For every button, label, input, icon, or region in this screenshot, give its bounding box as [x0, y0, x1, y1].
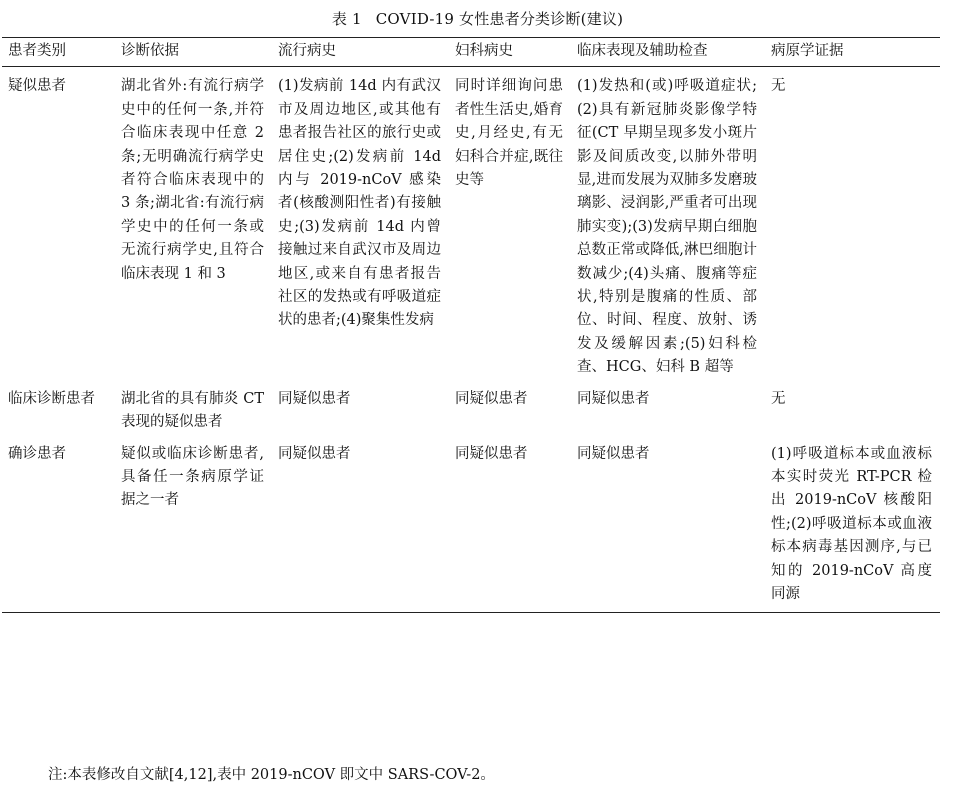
- cell-category: 确诊患者: [8, 445, 66, 462]
- cell-epidemiology: 同疑似患者: [278, 445, 351, 462]
- table-number: 表 1: [331, 10, 362, 28]
- header-diagnostic-basis: 诊断依据: [121, 43, 179, 59]
- cell-basis: 疑似或临床诊断患者,具备任一条病原学证据之一者: [121, 445, 264, 509]
- cell-gynecology: 同时详细询问患者性生活史,婚育史,月经史,有无妇科合并症,既往史等: [455, 78, 563, 189]
- table-row-suspected: [2, 67, 940, 384]
- table-row-confirmed: [2, 439, 940, 613]
- cell-pathogen: 无: [771, 78, 786, 95]
- table-caption: COVID-19 女性患者分类诊断(建议): [375, 10, 624, 28]
- header-gynecological-history: 妇科病史: [455, 43, 513, 59]
- cell-gynecology: 同疑似患者: [455, 390, 528, 407]
- cell-basis: 湖北省外:有流行病学史中的任何一条,并符合临床表现中任意 2 条;无明确流行病学史者符合临床表现中的 3 条;湖北省:有流行病学史中的任何一条或无流行病学史,且符合临床表现 1 和 3: [121, 78, 264, 282]
- table-row-clinically-diagnosed: [2, 384, 940, 439]
- header-epidemiological-history: 流行病史: [278, 43, 336, 59]
- cell-epidemiology: 同疑似患者: [278, 390, 351, 407]
- cell-pathogen: (1)呼吸道标本或血液标本实时荧光 RT-PCR 检出 2019-nCoV 核酸阳性;(2)呼吸道标本或血液标本病毒基因测序,与已知的 2019-nCoV 高度同源: [771, 445, 932, 602]
- cell-epidemiology: (1)发病前 14d 内有武汉市及周边地区,或其他有患者报告社区的旅行史或居住史;(2)发病前 14d 内与 2019-nCoV 感染者(核酸测阳性者)有接触史;(3)发病前 14d 内曾接触过来自武汉市及周边地区,或来自有患者报告社区的发热或有呼吸道症状的患者;(4)聚集性发病: [278, 78, 441, 329]
- cell-clinical: 同疑似患者: [577, 390, 650, 407]
- table-title: [0, 8, 955, 30]
- cell-category: 疑似患者: [8, 78, 66, 95]
- diagnosis-table: [2, 37, 940, 613]
- header-pathogen-evidence: 病原学证据: [771, 43, 844, 59]
- header-patient-category: 患者类别: [8, 43, 66, 59]
- cell-basis: 湖北省的具有肺炎 CT 表现的疑似患者: [121, 390, 264, 431]
- cell-gynecology: 同疑似患者: [455, 445, 528, 462]
- table-header-row: [2, 38, 940, 67]
- cell-pathogen: 无: [771, 390, 786, 407]
- table-footnote: 注:本表修改自文献[4,12],表中 2019-nCOV 即文中 SARS-COV-2。: [48, 767, 495, 783]
- cell-clinical: 同疑似患者: [577, 445, 650, 462]
- cell-category: 临床诊断患者: [8, 390, 95, 407]
- header-clinical-findings: 临床表现及辅助检查: [577, 43, 708, 59]
- cell-clinical: (1)发热和(或)呼吸道症状;(2)具有新冠肺炎影像学特征(CT 早期呈现多发小斑片影及间质改变,以肺外带明显,进而发展为双肺多发磨玻璃影、浸润影,严重者可出现肺实变);(3)发病早期白细胞总数正常或降低,淋巴细胞计数减少;(4)头痛、腹痛等症状,特别是腹痛的性质、部位、时间、程度、放射、诱发及缓解因素;(5)妇科检查、HCG、妇科 B 超等: [577, 78, 757, 376]
